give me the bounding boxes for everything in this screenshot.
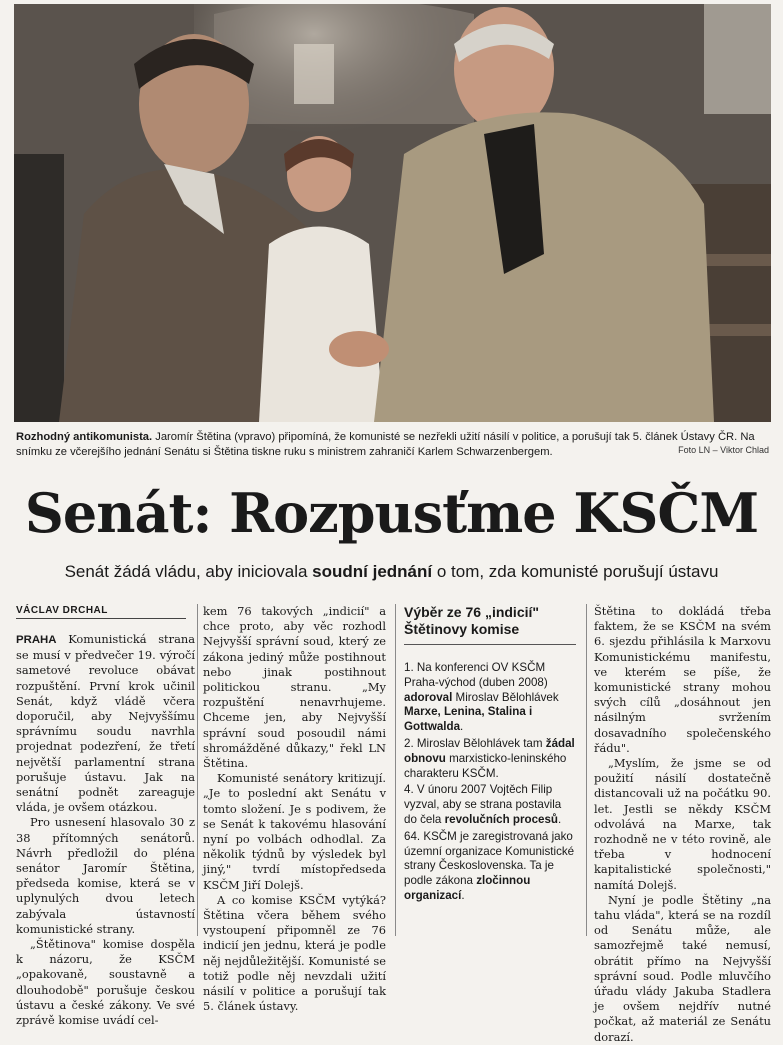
box-item: 64. KSČM je zaregistrovaná jako územní organizace Komunistické strany Československa. Ta je podle zákona zločinnou organizací. [404, 829, 575, 902]
article-column-1 [16, 632, 195, 1028]
indicia-box [404, 604, 576, 904]
subhead-part-c: o tom, zda komunisté porušují ústavu [432, 562, 719, 581]
paragraph: „Myslím, že jsme se od použití násilí dostatečně distancovali už na počátku 90. let. Jestli se někdy KSČM odvolává na Marxe, tak rozhodně ne v této rovině, ale třeba v hodnocení kapitalistické společnosti," namítá Dolejš. [594, 756, 771, 892]
byline: VÁCLAV DRCHAL [16, 605, 186, 619]
box-title: Výběr ze 76 „indicií" Štětinovy komise [404, 604, 576, 645]
box-item: 4. V únoru 2007 Vojtěch Filip vyzval, aby se strana postavila do čela revolučních procesů. [404, 783, 562, 826]
paragraph: Pro usnesení hlasovalo 30 z 38 přítomných senátorů. Návrh předložil do pléna senátor Jaromír Štětina, předseda komise, která se v uplynulých dvou letech zabývala ústavností komunistické strany. [16, 815, 195, 936]
paragraph-text: Komunistická strana se musí v předvečer 19. výročí sametové revoluce obávat rozpuštění. První krok učinil Senát, když vládě včera doporučil, aby Nejvyššímu správnímu soudu navrhla projednat podezření, že třetí největší parlamentní strana porušuje ústavu. Jak na senátní podnět zareaguje vláda, je ovšem otázkou. [16, 632, 195, 815]
subhead-part-b: soudní jednání [312, 562, 433, 581]
paragraph: A co komise KSČM vytýká? Štětina včera během svého vystoupení připomněl ze 76 indicií jen jednu, která je podle něj nejdůležitější. Komunisté se totiž podle něj nevzdali užití násilí v politice a porušují tak 5. článek ústavy. [203, 892, 386, 1014]
news-photo [14, 4, 771, 422]
column-divider [586, 604, 587, 936]
photo-caption [16, 430, 771, 460]
photo-credit: Foto LN – Viktor Chlad [678, 445, 769, 455]
caption-text: Jaromír Štětina (vpravo) připomíná, že komunisté se nezřekli užití násilí v politice, a porušují tak 5. článek Ústavy ČR. Na snímku ze včerejšího jednání Senátu si Štětina tiskne ruku s ministrem zahraničí Karlem Schwarzenbergem. [16, 431, 755, 458]
caption-bold: Rozhodný antikomunista. [16, 431, 153, 443]
article-column-4 [594, 604, 771, 1045]
paragraph [16, 632, 195, 815]
dateline: PRAHA [16, 634, 57, 646]
headline: Senát: Rozpusťme KSČM [24, 481, 759, 545]
column-divider [395, 604, 396, 936]
box-item: 2. Miroslav Bělohlávek tam žádal obnovu marxisticko-leninského charakteru KSČM. [404, 736, 575, 780]
paragraph: Komunisté senátory kritizují. „Je to poslední akt Senátu v tomto složení. Je s podivem, že se Senát k takovému hlasování nyní po volbách odhodlal. Za několik týdnů by výsledek byl jiný," tvrdí místopředseda KSČM Jiří Dolejš. [203, 771, 386, 892]
article-column-2 [203, 604, 386, 1014]
paragraph: kem 76 takových „indicií" a chce proto, aby věc rozhodl Nejvyšší správní soud, který ze zákona jediný může postihnout nebo jinak postihnout politickou stranu. „My rozpuštění nenavrhujeme. Chceme jen, aby Nejvyšší správní soud posoudil námi shromážděné důkazy," řekl LN Štětina. [203, 604, 386, 771]
paragraph: Nyní je podle Štětiny „na tahu vláda", která se na rozdíl od Senátu může, ale samozřejmě také nemusí, obrátit přímo na Nejvyšší správní soud. Podle mluvčího úřadu vlády Jakuba Stadlera je ovšem nejdřív nutné počkat, až materiál ze Senátu dorazí. [594, 892, 771, 1044]
box-item: 1. Na konferenci OV KSČM Praha-východ (duben 2008) adoroval Miroslav Bělohlávek Marxe, Lenina, Stalina i Gottwalda. [404, 661, 559, 734]
column-divider [197, 604, 198, 936]
paragraph: Štětina to dokládá třeba faktem, že se KSČM na svém 6. sjezdu přihlásila k Marxovu Komunistickému manifestu, ve kterém se píše, že komunistické strany mohou svých cílů „dosáhnout jen násilným svržením dosavadního společenského řádu". [594, 604, 771, 755]
paragraph: „Štětinova" komise dospěla k názoru, že KSČM „opakovaně, soustavně a dlouhodobě" porušuje českou ústavu a české zákony. Ve své zprávě komise uvádí cel- [16, 937, 195, 1028]
subheadline [0, 560, 783, 584]
subhead-part-a: Senát žádá vládu, aby iniciovala [64, 562, 313, 581]
photo-illustration [14, 4, 771, 422]
